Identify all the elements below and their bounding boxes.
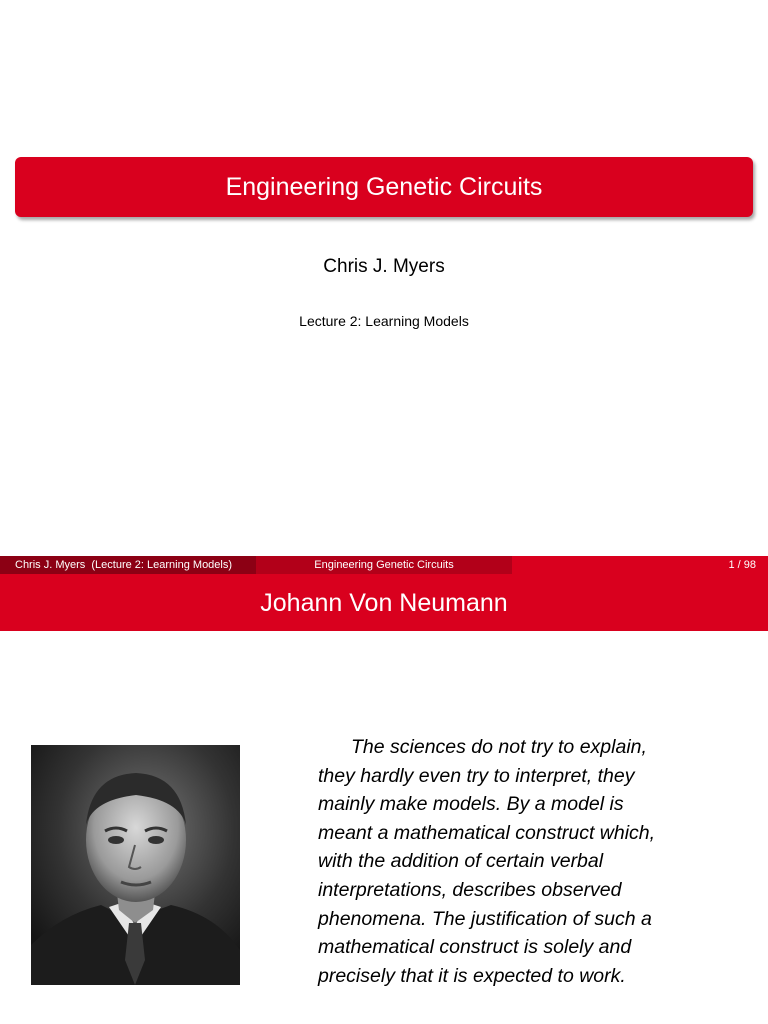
author-name: Chris J. Myers bbox=[323, 256, 445, 277]
slide-title: Engineering Genetic Circuits bbox=[15, 157, 753, 217]
footer-page-number: 1 / 98 bbox=[512, 556, 768, 574]
lecture-subtitle: Lecture 2: Learning Models bbox=[299, 313, 469, 329]
quote-line: precisely that it is expected to work. bbox=[318, 964, 626, 987]
quote-text bbox=[318, 733, 748, 990]
frame-title: Johann Von Neumann bbox=[0, 574, 768, 631]
quote-line: mathematical construct is solely and bbox=[318, 936, 632, 959]
portrait-photo bbox=[31, 745, 240, 985]
neumann-quote bbox=[318, 733, 748, 990]
footer-author: Chris J. Myers (Lecture 2: Learning Models) bbox=[0, 556, 256, 574]
quote-line: they hardly even try to interpret, they bbox=[318, 764, 635, 787]
slide-footer bbox=[0, 556, 768, 574]
quote-line: meant a mathematical construct which, bbox=[318, 821, 656, 844]
quote-line: The sciences do not try to explain, bbox=[351, 736, 647, 758]
portrait-photo-icon bbox=[31, 745, 240, 985]
quote-line: interpretations, describes observed bbox=[318, 878, 622, 901]
quote-line: phenomena. The justification of such a bbox=[318, 907, 652, 930]
quote-line: mainly make models. By a model is bbox=[318, 793, 624, 816]
quote-line: with the addition of certain verbal bbox=[318, 850, 604, 873]
footer-title: Engineering Genetic Circuits bbox=[256, 556, 512, 574]
